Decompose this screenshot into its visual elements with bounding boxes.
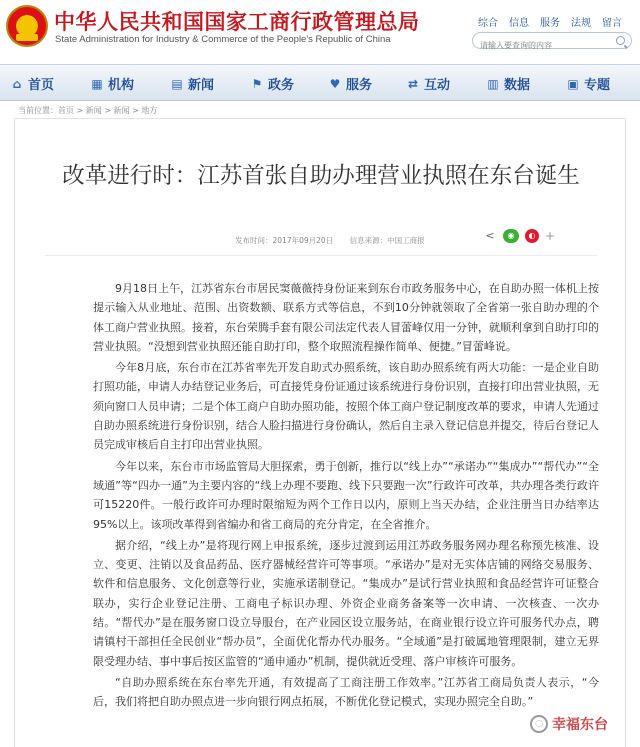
- article-source: 信息来源：中国工商报: [349, 236, 425, 245]
- nav-label: 新闻: [188, 78, 215, 93]
- nav-label: 互动: [424, 78, 451, 93]
- publish-date: 发布时间：2017年09月20日: [235, 236, 334, 245]
- nav-item-service[interactable]: [328, 74, 372, 93]
- top-link-service[interactable]: 服务: [540, 18, 560, 29]
- nav-item-organization[interactable]: [90, 74, 134, 93]
- building-icon: ▦: [91, 76, 103, 91]
- nav-label: 专题: [584, 78, 611, 93]
- top-link-message[interactable]: 留言: [602, 18, 622, 29]
- news-icon: ▤: [171, 76, 183, 91]
- share-icon[interactable]: <: [485, 229, 495, 242]
- chart-icon: ▥: [487, 76, 499, 91]
- home-icon: ⌂: [12, 76, 22, 91]
- top-links: [478, 14, 622, 29]
- site-title-cn: 中华人民共和国国家工商行政管理总局: [54, 9, 420, 34]
- wechat-icon[interactable]: ◉: [503, 229, 519, 243]
- nav-item-news[interactable]: [170, 74, 214, 93]
- top-link-regulations[interactable]: 法规: [571, 18, 591, 29]
- article-paragraph: 今年以来，东台市市场监管局大胆探索，勇于创新，推行以“线上办”“承诺办”“集成办”“帮代办”“全域通”等“四办一通”为主要内容的“线上办理不要跑、线下只要跑一次”行政许可改革，共办理各类行政许可15220件。一般行政许可办理时限缩短为两个工作日以内，原则上当天办结，企业注册当日办结率达95%以上。该项改革得到省编办和省工商局的充分肯定，在全省推介。: [93, 459, 599, 531]
- nav-label: 首页: [28, 78, 55, 93]
- weibo-icon[interactable]: ◐: [525, 229, 539, 243]
- nav-item-home[interactable]: [10, 74, 54, 93]
- article-paragraph: 9月18日上午，江苏省东台市居民窦薇薇持身份证来到东台市政务服务中心，在自助办照一体机上按提示输入从业地址、范围、出资数额、联系方式等信息，不到10分钟就领取了全省第一张自助办理的个体工商户营业执照。接着，东台荣腾手套有限公司法定代表人冒蕾峰仅用一分钟，就顺利拿到自助打印的营业执照。“没想到营业执照还能自助打印，整个取照流程操作简单、便捷。”冒蕾峰说。: [93, 282, 599, 353]
- top-link-comprehensive[interactable]: 综合: [478, 18, 498, 29]
- topic-icon: ▣: [567, 76, 579, 91]
- search-input[interactable]: [473, 38, 611, 53]
- nav-label: 机构: [108, 78, 135, 93]
- national-emblem-icon: ★: [6, 5, 48, 47]
- chat-icon: ⇄: [407, 76, 419, 91]
- service-icon: ♥: [329, 76, 341, 91]
- article-title: 改革进行时：江苏首张自助办理营业执照在东台诞生: [62, 163, 580, 189]
- top-link-info[interactable]: 信息: [509, 18, 529, 29]
- watermark-text: 幸福东台: [552, 717, 608, 733]
- article-body: [93, 279, 599, 714]
- main-nav: [0, 64, 640, 101]
- article-paragraph: “自助办照系统在东台率先开通，有效提高了工商注册工作效率。”江苏省工商局负责人表示，“今后，我们将把自助办照点进一步向银行网点拓展，不断优化登记模式，实现办照完全自助。”: [93, 675, 599, 709]
- nav-item-interaction[interactable]: [406, 74, 450, 93]
- nav-label: 政务: [268, 78, 295, 93]
- nav-item-data[interactable]: [486, 74, 530, 93]
- article-meta: [235, 235, 439, 246]
- site-header: [0, 0, 640, 60]
- search-box: [472, 32, 632, 49]
- search-icon[interactable]: [616, 36, 625, 45]
- article-paragraph: 今年8月底，东台市在江苏省率先开发自助式办照系统，该自助办照系统有两大功能：一是企业自助打照功能，申请人办结登记业务后，可直接凭身份证通过该系统进行身份识别，直接打印出营业执照，无须向窗口人员申请；二是个体工商户自助办照功能，按照个体工商户登记制度改革的要求，申请人先通过自助办照系统进行身份识别，结合人脸扫描进行身份确认，然后自主录入登记信息并提交，待后台登记人员完成审核后自主打印出营业执照。: [93, 361, 599, 452]
- nav-item-government[interactable]: [250, 74, 294, 93]
- nav-label: 数据: [504, 78, 531, 93]
- plus-icon[interactable]: +: [545, 229, 556, 243]
- nav-label: 服务: [346, 78, 373, 93]
- flag-icon: ⚑: [251, 76, 263, 91]
- site-title-en: State Administration for Industry & Commerce of the People's Republic of China: [55, 34, 391, 45]
- title-divider: [45, 255, 597, 256]
- nav-item-topics[interactable]: [566, 74, 610, 93]
- share-bar: [483, 229, 555, 243]
- wechat-watermark-icon: ◌: [530, 715, 548, 733]
- breadcrumb[interactable]: 当前位置：首页 > 新闻 > 新闻 > 地方: [18, 106, 158, 115]
- article-panel: [14, 118, 626, 747]
- article-paragraph: 据介绍，“线上办”是将现行网上申报系统，逐步过渡到运用江苏政务服务网办理名称预先核准、设立、变更、注销以及食品药品、医疗器械经营许可等事项。“承诺办”是对无实体店铺的网络交易服务、软件和信息服务、文化创意等行业，实施承诺制登记。“集成办”是试行营业执照和食品经营许可证整合联办，实行企业登记注册、工商电子标识办理、外资企业商务备案等一次申请、一次核查、一次办结。“帮代办”是在服务窗口设立导服台，在产业园区设立服务站，在商业银行设立许可服务代办点，聘请镇村干部担任全民创业“帮办员”，全面优化帮办代办服务。“全域通”是打破属地管理限制，建立无界限受理办结、事中事后按区监管的“通申通办”机制，提供就近受理、落户审核许可服务。: [93, 538, 599, 668]
- watermark: [530, 714, 608, 734]
